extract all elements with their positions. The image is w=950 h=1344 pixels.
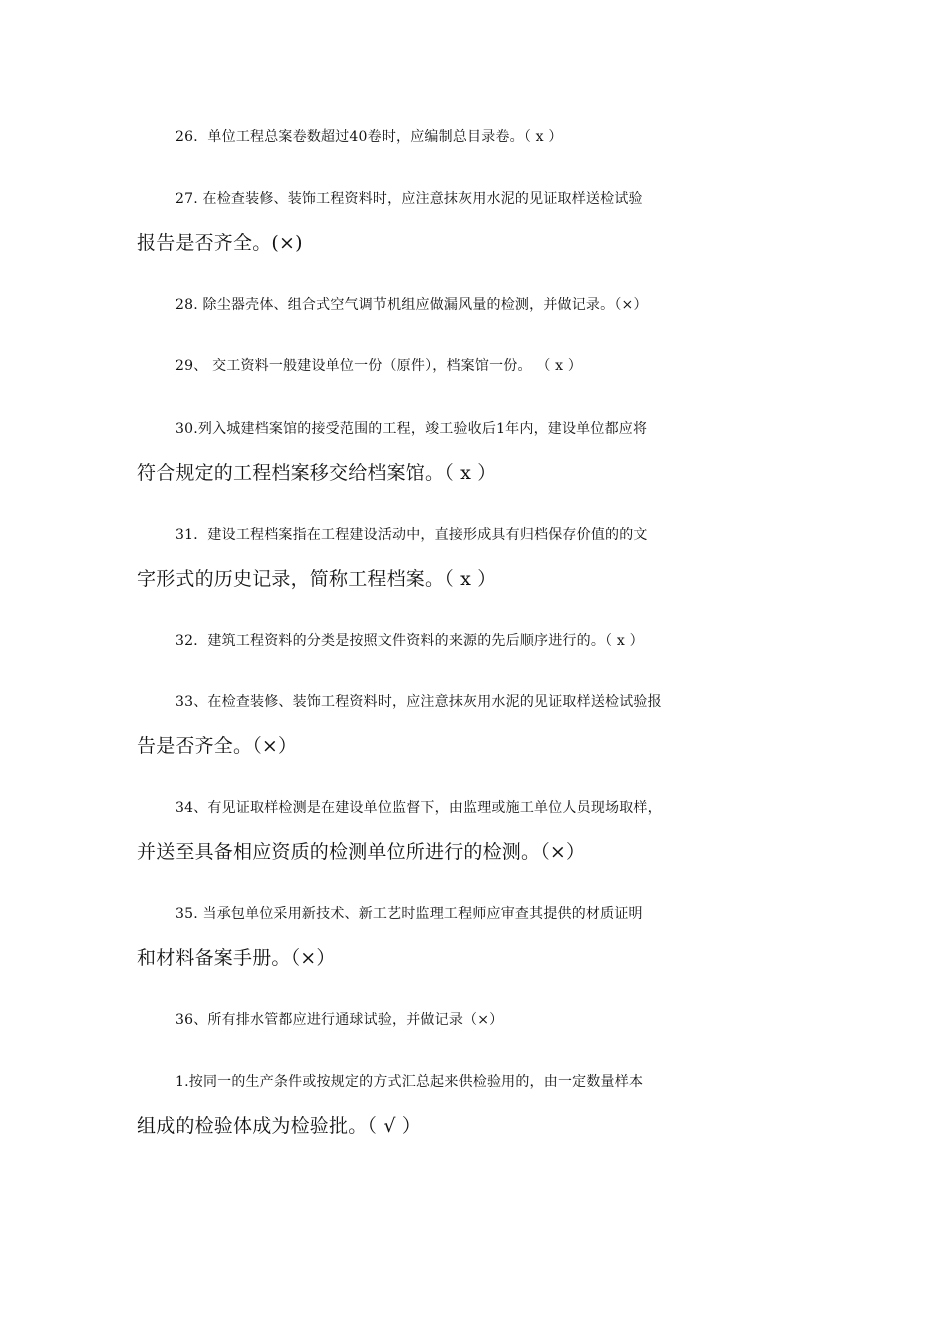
question-line: 33、在检查装修、装饰工程资料时，应注意抹灰用水泥的见证取样送检试验报 [175, 694, 662, 710]
question-line: 34、有见证取样检测是在建设单位监督下，由监理或施工单位人员现场取样， [175, 800, 662, 816]
question-line: 26．单位工程总案卷数超过40卷时，应编制总目录卷。（ x ） [175, 129, 563, 145]
question-33 [137, 680, 805, 768]
question-34 [137, 786, 805, 874]
question-27 [137, 177, 805, 265]
question-35 [137, 892, 805, 980]
question-line: 和材料备案手册。（×） [137, 947, 336, 969]
question-32 [137, 619, 805, 663]
question-line: 36、所有排水管都应进行通球试验，并做记录（×） [175, 1012, 504, 1028]
question-28 [137, 283, 805, 327]
question-line: 27. 在检查装修、装饰工程资料时，应注意抹灰用水泥的见证取样送检试验 [175, 191, 643, 207]
question-line: 28. 除尘器壳体、组合式空气调节机组应做漏风量的检测，并做记录。（×） [175, 297, 648, 313]
question-line: 35. 当承包单位采用新技术、新工艺时监理工程师应审查其提供的材质证明 [175, 906, 643, 922]
question-line: 29、 交工资料一般建设单位一份（原件），档案馆一份。 （ x ） [175, 358, 583, 374]
question-26 [137, 115, 805, 159]
question-line: 并送至具备相应资质的检测单位所进行的检测。（×） [137, 841, 586, 863]
question-line: 31．建设工程档案指在工程建设活动中，直接形成具有归档保存价值的的文 [175, 527, 648, 543]
question-1 [137, 1060, 805, 1148]
question-line: 1.按同一的生产条件或按规定的方式汇总起来供检验用的，由一定数量样本 [175, 1074, 644, 1090]
question-31 [137, 513, 805, 601]
question-29 [137, 344, 805, 388]
question-line: 告是否齐全。（×） [137, 735, 298, 757]
question-36 [137, 998, 805, 1042]
question-line: 报告是否齐全。(×) [137, 232, 303, 254]
question-line: 字形式的历史记录，简称工程档案。（ x ） [137, 568, 497, 590]
question-line: 符合规定的工程档案移交给档案馆。（ x ） [137, 462, 497, 484]
question-line: 32．建筑工程资料的分类是按照文件资料的来源的先后顺序进行的。（ x ） [175, 633, 644, 649]
question-line: 30.列入城建档案馆的接受范围的工程，竣工验收后1年内，建设单位都应将 [175, 421, 648, 437]
question-line: 组成的检验体成为检验批。（ √ ） [137, 1115, 422, 1137]
question-30 [137, 407, 805, 495]
